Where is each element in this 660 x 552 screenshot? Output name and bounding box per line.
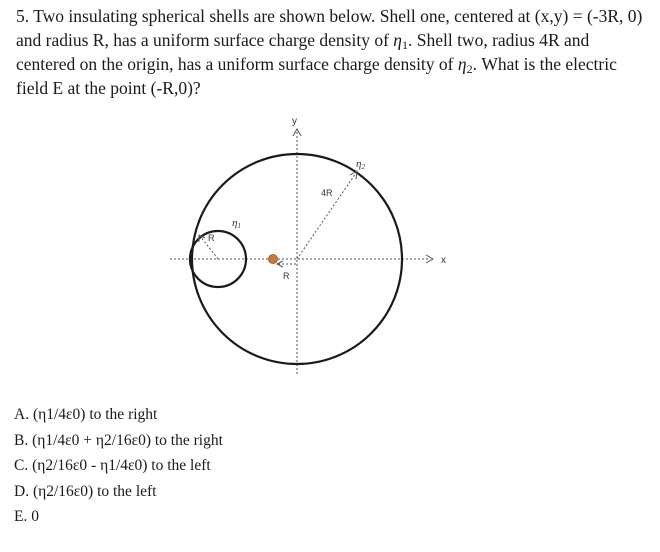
question-prefix: 5. Two insulating spherical shells are shown below. Shell one, centered at (x,y) = (-3R, 0) and radius R, has a uniform surface charge density of: [16, 6, 643, 50]
x-axis-label: x: [441, 255, 446, 266]
answer-text: (η1/4ε0) to the right: [32, 406, 158, 423]
answer-letter: C.: [14, 457, 29, 474]
answer-d[interactable]: [14, 479, 223, 505]
eta2-label-sub: 2: [361, 163, 365, 171]
eta2-symbol: η: [457, 54, 467, 74]
radius-4r-line: [297, 173, 356, 259]
point-distance-label: R: [283, 271, 290, 281]
eta2-label-symbol: η: [356, 158, 362, 170]
answer-list: [14, 402, 223, 530]
answer-text: (η2/16ε0) to the left: [32, 482, 157, 500]
answer-letter: A.: [14, 406, 30, 423]
answer-a[interactable]: [14, 402, 223, 428]
answer-text: 0: [31, 508, 39, 525]
answer-letter: E.: [14, 508, 28, 525]
radius-r-label: R: [208, 233, 215, 243]
eta1-symbol: η: [393, 30, 402, 50]
eta1-label-symbol: η: [232, 217, 238, 229]
answer-letter: B.: [14, 431, 29, 449]
eta2-subscript: 2: [466, 62, 473, 76]
answer-c[interactable]: [14, 453, 223, 479]
radius-4r-label: 4R: [321, 188, 333, 198]
answer-b[interactable]: [14, 428, 223, 454]
eta2-label: [356, 158, 365, 171]
answer-text: (η2/16ε0 - η1/4ε0) to the left: [32, 457, 211, 474]
answer-text: (η1/4ε0 + η2/16ε0) to the right: [32, 431, 223, 449]
eta1-label-sub: 1: [237, 222, 241, 230]
answer-letter: D.: [14, 482, 30, 500]
y-axis-label: y: [292, 116, 297, 127]
question-middle: . Shell two, radius 4R and centered on the origin, has a uniform surface charge density of: [16, 30, 590, 74]
eta1-subscript: 1: [401, 38, 408, 52]
question-suffix: . What is the electric field E at the point (-R,0)?: [16, 54, 617, 98]
eta1-label: [232, 217, 241, 230]
field-point: [269, 255, 278, 264]
answer-e[interactable]: [14, 504, 223, 530]
